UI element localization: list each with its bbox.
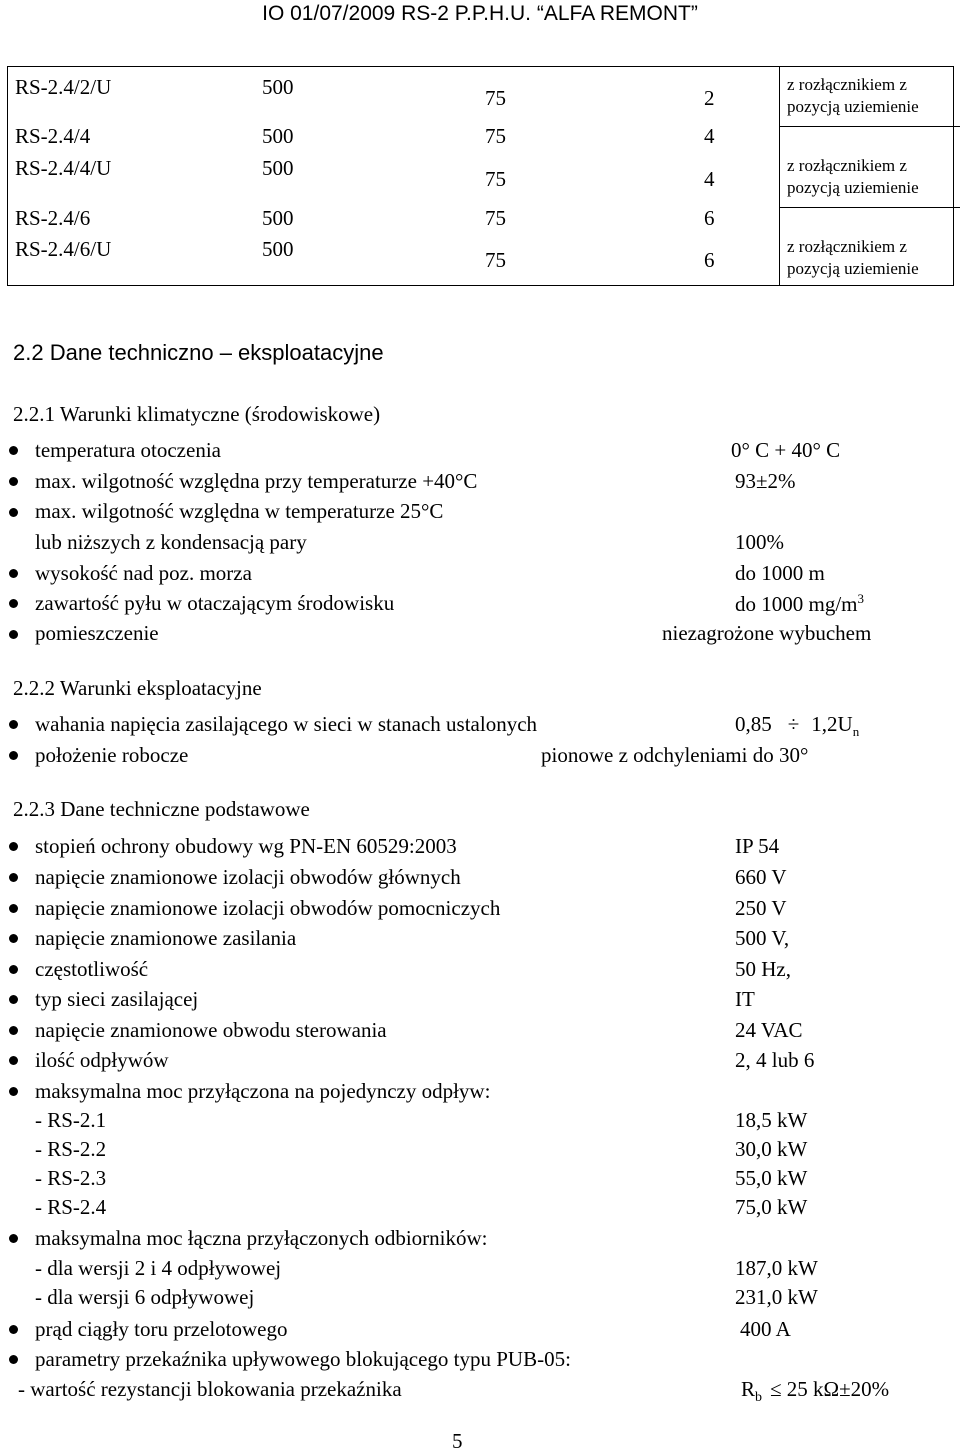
spec-value: IP 54 bbox=[735, 834, 780, 858]
bullet bbox=[9, 995, 18, 1004]
spec-value: 50 Hz, bbox=[735, 957, 791, 981]
spec-value: 0° C + 40° C bbox=[731, 438, 841, 462]
spec-value: 231,0 kW bbox=[735, 1285, 818, 1309]
spec-value: 500 V, bbox=[735, 926, 790, 950]
bullet bbox=[9, 904, 18, 913]
subsection-title: 2.2.1 Warunki klimatyczne (środowiskowe) bbox=[13, 402, 381, 426]
table-cell-type: RS-2.4/4 bbox=[15, 124, 91, 148]
table-cell-note: pozycją uziemienie bbox=[787, 259, 919, 278]
spec-value: 2, 4 lub 6 bbox=[735, 1048, 815, 1072]
spec-label: max. wilgotność względna przy temperaturze +40°C bbox=[35, 469, 478, 493]
spec-label: napięcie znamionowe zasilania bbox=[35, 926, 297, 950]
spec-label: zawartość pyłu w otaczającym środowisku bbox=[35, 591, 395, 615]
table-cell-note: z rozłącznikiem z bbox=[787, 237, 907, 256]
spec-value: 250 V bbox=[735, 896, 787, 920]
bullet bbox=[9, 751, 18, 760]
table-cell-voltage: 500 bbox=[262, 206, 294, 230]
spec-label: temperatura otoczenia bbox=[35, 438, 221, 462]
bullet bbox=[9, 965, 18, 974]
table-column-divider bbox=[779, 67, 780, 285]
table-cell-current: 75 bbox=[485, 248, 506, 272]
table-cell-voltage: 500 bbox=[262, 237, 294, 261]
spec-label: parametry przekaźnika upływowego blokującego typu PUB-05: bbox=[35, 1347, 571, 1371]
variants-table bbox=[7, 66, 954, 286]
spec-sublabel: - dla wersji 6 odpływowej bbox=[35, 1285, 255, 1309]
table-row-divider bbox=[779, 126, 960, 127]
table-cell-outlets: 6 bbox=[704, 206, 715, 230]
spec-sublabel: - RS-2.3 bbox=[35, 1166, 107, 1190]
spec-label: częstotliwość bbox=[35, 957, 149, 981]
bullet bbox=[9, 934, 18, 943]
spec-label: prąd ciągły toru przelotowego bbox=[35, 1317, 288, 1341]
spec-label: stopień ochrony obudowy wg PN-EN 60529:2003 bbox=[35, 834, 457, 858]
spec-label: napięcie znamionowe obwodu sterowania bbox=[35, 1018, 387, 1042]
spec-sublabel: - RS-2.4 bbox=[35, 1195, 107, 1219]
bullet bbox=[9, 630, 18, 639]
spec-label: max. wilgotność względna w temperaturze 25°C bbox=[35, 499, 444, 523]
spec-value: pionowe z odchyleniami do 30° bbox=[541, 743, 809, 767]
spec-sublabel: - dla wersji 2 i 4 odpływowej bbox=[35, 1256, 282, 1280]
spec-value: 100% bbox=[735, 530, 784, 554]
bullet bbox=[9, 569, 18, 578]
bullet bbox=[9, 1026, 18, 1035]
spec-sublabel: - RS-2.1 bbox=[35, 1108, 107, 1132]
bullet bbox=[9, 1234, 18, 1243]
bullet bbox=[9, 1056, 18, 1065]
table-cell-outlets: 4 bbox=[704, 167, 715, 191]
bullet bbox=[9, 599, 18, 608]
spec-value: 18,5 kW bbox=[735, 1108, 808, 1132]
table-cell-note: pozycją uziemienie bbox=[787, 178, 919, 197]
spec-label: ilość odpływów bbox=[35, 1048, 169, 1072]
section-title: 2.2 Dane techniczno – eksploatacyjne bbox=[13, 340, 384, 365]
spec-label: wysokość nad poz. morza bbox=[35, 561, 252, 585]
bullet bbox=[9, 446, 18, 455]
table-cell-current: 75 bbox=[485, 167, 506, 191]
bullet bbox=[9, 1087, 18, 1096]
bullet bbox=[9, 842, 18, 851]
table-cell-current: 75 bbox=[485, 124, 506, 148]
table-cell-voltage: 500 bbox=[262, 75, 294, 99]
bullet bbox=[9, 1325, 18, 1334]
table-cell-type: RS-2.4/2/U bbox=[15, 75, 112, 99]
table-cell-current: 75 bbox=[485, 206, 506, 230]
spec-label: typ sieci zasilającej bbox=[35, 987, 199, 1011]
spec-value: niezagrożone wybuchem bbox=[662, 621, 872, 645]
spec-value: $0,85 \div 1,2U_n$ bbox=[735, 712, 860, 740]
page-number: 5 bbox=[452, 1429, 463, 1453]
spec-label-continued: lub niższych z kondensacją pary bbox=[35, 530, 307, 554]
spec-label: maksymalna moc przyłączona na pojedynczy odpływ: bbox=[35, 1079, 491, 1103]
spec-label: maksymalna moc łączna przyłączonych odbiorników: bbox=[35, 1226, 488, 1250]
spec-value: 400 A bbox=[740, 1317, 791, 1341]
subsection-title: 2.2.2 Warunki eksploatacyjne bbox=[13, 676, 262, 700]
table-cell-voltage: 500 bbox=[262, 156, 294, 180]
spec-sublabel: - RS-2.2 bbox=[35, 1137, 107, 1161]
table-cell-note: z rozłącznikiem z bbox=[787, 156, 907, 175]
bullet bbox=[9, 477, 18, 486]
table-cell-note: pozycją uziemienie bbox=[787, 97, 919, 116]
spec-value: 660 V bbox=[735, 865, 787, 889]
spec-label: pomieszczenie bbox=[35, 621, 159, 645]
spec-value: 93±2% bbox=[735, 469, 796, 493]
spec-value: 187,0 kW bbox=[735, 1256, 818, 1280]
spec-label: wahania napięcia zasilającego w sieci w stanach ustalonych bbox=[35, 712, 538, 736]
page-header: IO 01/07/2009 RS-2 P.P.H.U. “ALFA REMONT” bbox=[262, 2, 698, 25]
table-cell-note: z rozłącznikiem z bbox=[787, 75, 907, 94]
spec-label: napięcie znamionowe izolacji obwodów głównych bbox=[35, 865, 461, 889]
subsection-title: 2.2.3 Dane techniczne podstawowe bbox=[13, 797, 310, 821]
spec-label: położenie robocze bbox=[35, 743, 189, 767]
bullet bbox=[9, 1355, 18, 1364]
table-cell-type: RS-2.4/6 bbox=[15, 206, 91, 230]
table-cell-voltage: 500 bbox=[262, 124, 294, 148]
bullet bbox=[9, 720, 18, 729]
spec-value: 55,0 kW bbox=[735, 1166, 808, 1190]
subscript: b bbox=[755, 1390, 763, 1406]
table-cell-current: 75 bbox=[485, 86, 506, 110]
table-cell-type: RS-2.4/6/U bbox=[15, 237, 112, 261]
subscript: n bbox=[852, 724, 860, 740]
spec-value: do 1000 m bbox=[735, 561, 825, 585]
bullet bbox=[9, 508, 18, 517]
table-cell-outlets: 2 bbox=[704, 86, 715, 110]
spec-value: $R_b \le 25$ kΩ±20% bbox=[741, 1377, 890, 1406]
spec-label: napięcie znamionowe izolacji obwodów pomocniczych bbox=[35, 896, 501, 920]
spec-value: do 1000 $mg/m^3$ bbox=[735, 591, 865, 616]
bullet bbox=[9, 873, 18, 882]
table-cell-outlets: 4 bbox=[704, 124, 715, 148]
spec-value: IT bbox=[735, 987, 755, 1011]
spec-value: 24 VAC bbox=[735, 1018, 803, 1042]
spec-value: 75,0 kW bbox=[735, 1195, 808, 1219]
table-cell-type: RS-2.4/4/U bbox=[15, 156, 112, 180]
table-cell-outlets: 6 bbox=[704, 248, 715, 272]
spec-value: 30,0 kW bbox=[735, 1137, 808, 1161]
table-row-divider bbox=[779, 207, 960, 208]
superscript: 3 bbox=[857, 591, 865, 606]
spec-sublabel: - wartość rezystancji blokowania przekaźnika bbox=[18, 1377, 402, 1401]
